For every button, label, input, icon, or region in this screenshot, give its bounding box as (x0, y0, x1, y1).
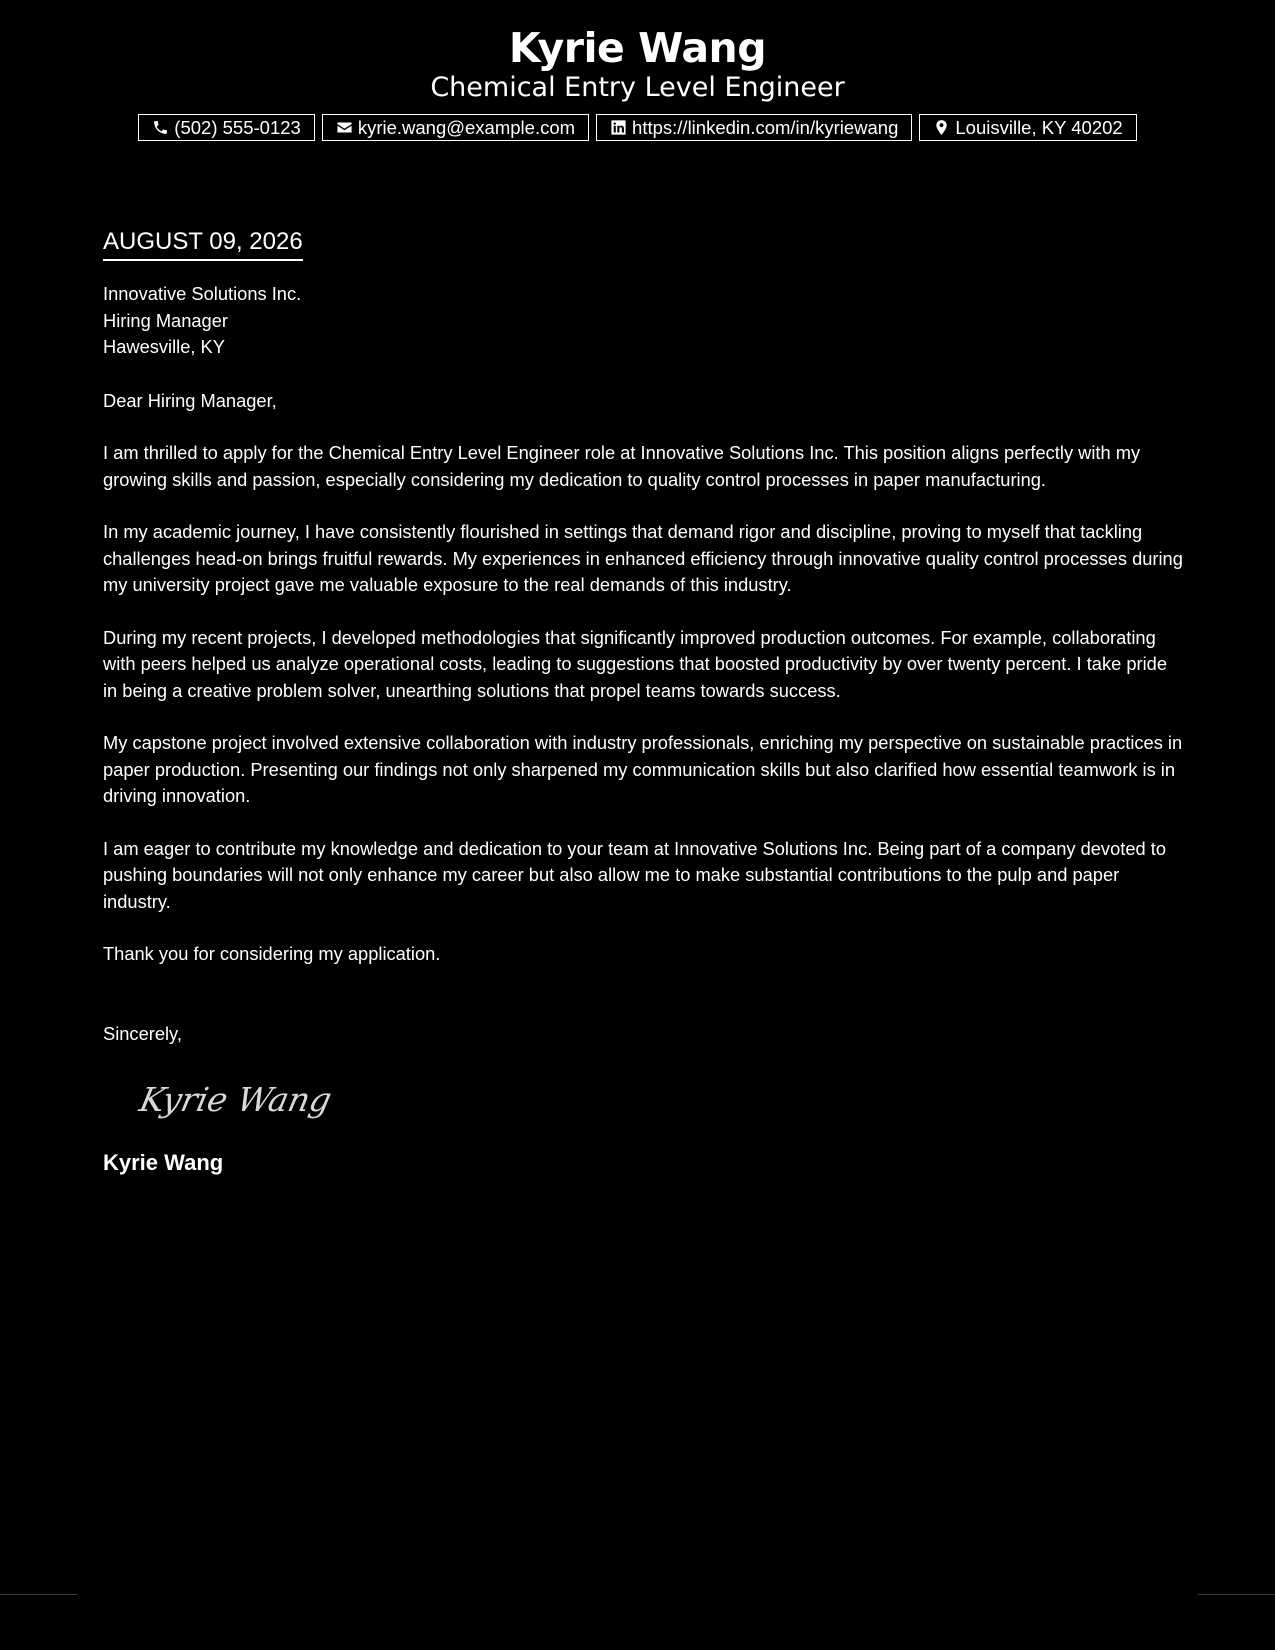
paragraph: During my recent projects, I developed methodologies that significantly improved production outcomes. For example, collaborating with peers helped us analyze operational costs, leading to suggestions that boosted productivity by over twenty percent. I take pride in being a creative problem solver, unearthing solutions that propel teams towards success. (103, 626, 1167, 701)
signature-glyphs: Kyrie Wang (136, 1080, 336, 1119)
footer-rule-right (1198, 1594, 1275, 1595)
letter-header (0, 22, 1275, 104)
signature-image (134, 1073, 344, 1129)
recipient-company: Innovative Solutions Inc. (103, 283, 302, 304)
phone-icon (152, 119, 169, 136)
closing: Sincerely, (103, 1022, 182, 1044)
paragraph: I am thrilled to apply for the Chemical Entry Level Engineer role at Innovative Solutions Inc. This position aligns perfectly with my growing skills and passion, especially considering my dedication to quality control processes in paper manufacturing. (103, 442, 1141, 490)
contact-location[interactable] (919, 114, 1136, 141)
location-text: Louisville, KY 40202 (955, 116, 1123, 138)
envelope-icon (336, 119, 353, 136)
greeting: Dear Hiring Manager, (103, 389, 277, 411)
linkedin-icon (610, 119, 627, 136)
paragraph: Thank you for considering my application. (103, 943, 441, 964)
paragraph: In my academic journey, I have consistently flourished in settings that demand rigor and discipline, proving to myself that tackling challenges head-on brings fruitful rewards. My experiences in enhanced efficiency through innovative quality control processes during my university project gave me valuable exposure to the real demands of this industry. (103, 521, 1183, 595)
recipient-role: Hiring Manager (103, 309, 228, 331)
contact-email[interactable] (322, 114, 589, 141)
letter-date: AUGUST 09, 2026 (103, 226, 303, 261)
paragraph: My capstone project involved extensive collaboration with industry professionals, enriching my perspective on sustainable practices in paper production. Presenting our findings not only sharpened my communication skills but also clarified how essential teamwork is in driving innovation. (103, 732, 1183, 806)
recipient-block (103, 281, 1183, 361)
applicant-title: Chemical Entry Level Engineer (430, 72, 845, 103)
linkedin-text: https://linkedin.com/in/kyriewang (632, 116, 899, 138)
letter-body (103, 226, 1183, 1177)
footer-rule-left (0, 1594, 77, 1595)
applicant-name: Kyrie Wang (508, 24, 767, 72)
paragraph: I am eager to contribute my knowledge and dedication to your team at Innovative Solutions Inc. Being part of a company devoted to pushing boundaries will not only enhance my career but also allow me to make substantial contributions to the pulp and paper industry. (103, 837, 1166, 912)
recipient-location: Hawesville, KY (103, 336, 225, 357)
email-text: kyrie.wang@example.com (357, 116, 576, 138)
map-marker-icon (933, 119, 950, 136)
contact-linkedin[interactable] (596, 114, 912, 141)
contact-bar (0, 114, 1275, 141)
signed-name: Kyrie Wang (103, 1150, 224, 1175)
contact-phone[interactable] (138, 114, 315, 141)
phone-text: (502) 555-0123 (174, 116, 301, 138)
